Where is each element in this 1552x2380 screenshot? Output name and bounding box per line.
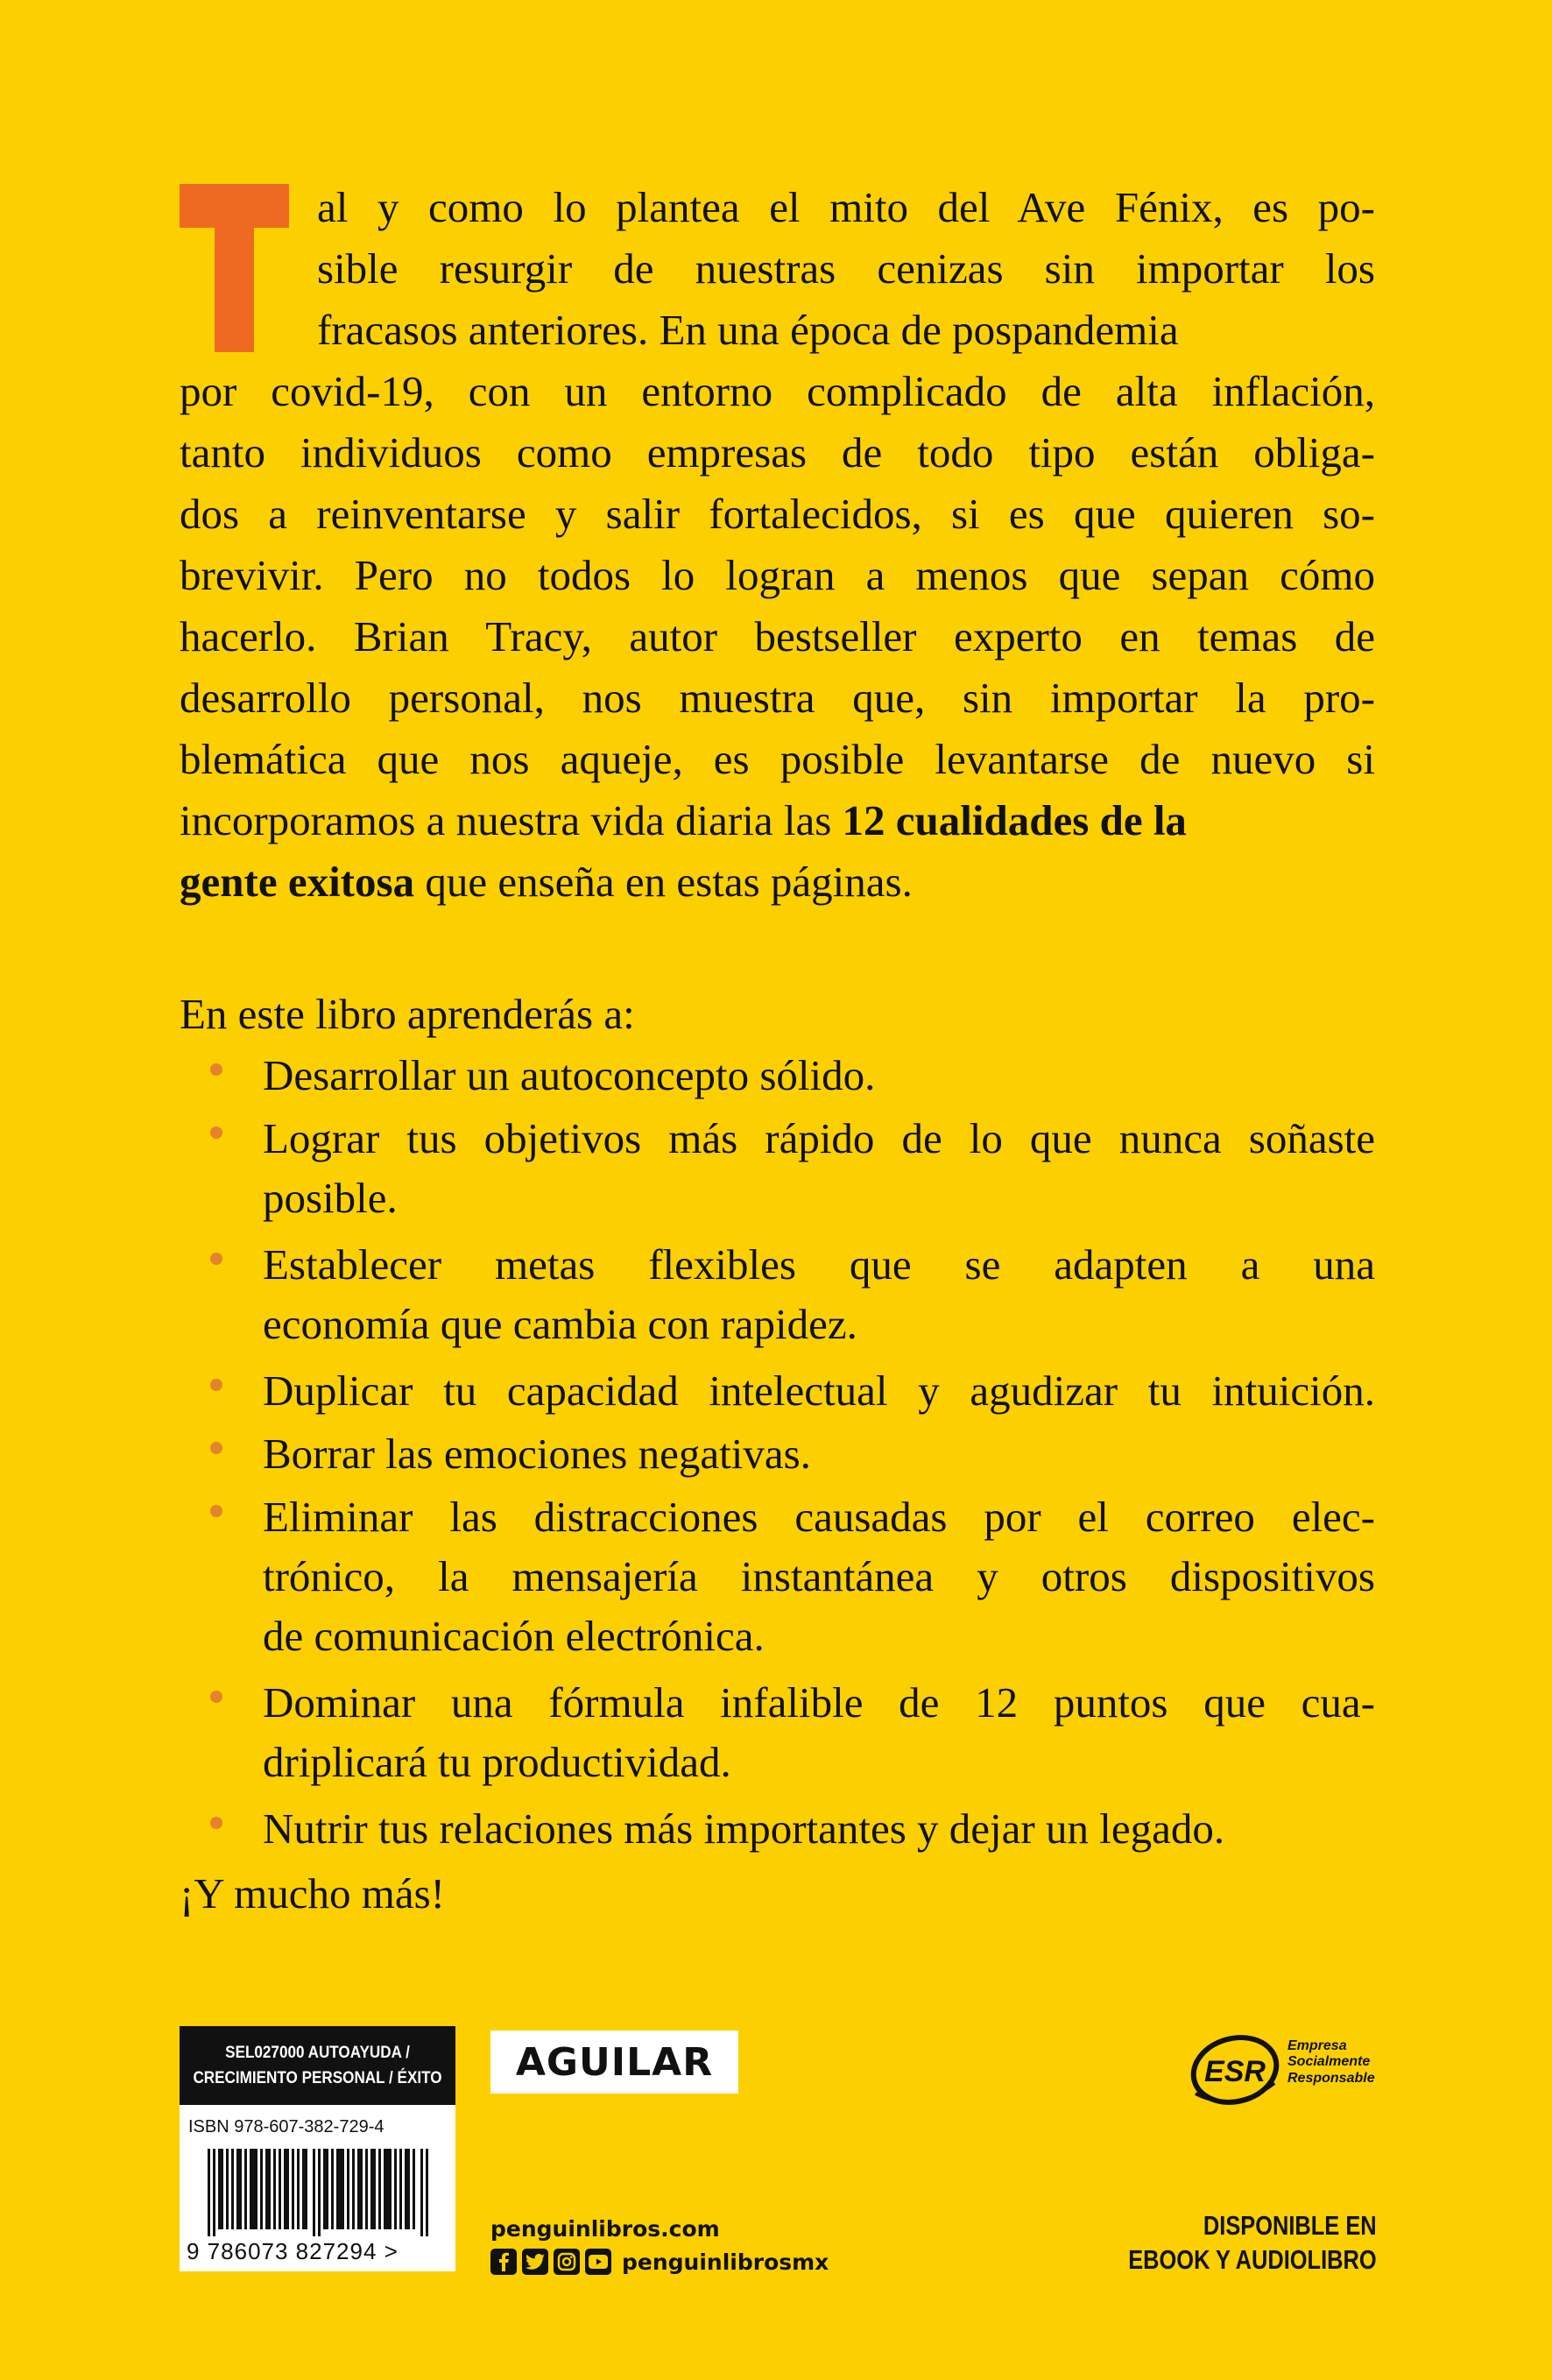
- instagram-icon[interactable]: [554, 2249, 580, 2275]
- list-item-2-cont: posible.: [263, 1174, 398, 1222]
- intro-line-9: desarrollo personal, nos muestra que, sin importar la pro-: [180, 676, 1375, 722]
- list-item-8: Nutrir tus relaciones más importantes y dejar un legado.: [263, 1804, 1225, 1853]
- isbn-barcode: [180, 2105, 455, 2271]
- intro-line-5: tanto individuos como empresas de todo tipo están obliga-: [180, 431, 1375, 477]
- barcode-icon: [208, 2149, 431, 2236]
- list-item-1: Desarrollar un autoconcepto sólido.: [263, 1051, 876, 1099]
- list-item-6: Eliminar las distracciones causadas por el correo elec-: [263, 1495, 1375, 1541]
- youtube-icon[interactable]: [585, 2249, 611, 2275]
- bullet-icon: [210, 1691, 222, 1703]
- list-item-4: Duplicar tu capacidad intelectual y agudizar tu intuición.: [263, 1369, 1375, 1415]
- intro-line-8: hacerlo. Brian Tracy, autor bestseller experto en temas de: [180, 615, 1375, 660]
- barcode-digits: 9 786073 827294 >: [187, 2238, 399, 2264]
- intro-line-11: incorporamos a nuestra vida diaria las 12 cualidades de la: [180, 796, 1187, 844]
- list-item-6-cont2: de comunicación electrónica.: [263, 1612, 765, 1660]
- closing-text: ¡Y mucho más!: [180, 1869, 445, 1917]
- bullet-icon: [210, 1253, 222, 1265]
- drop-cap-letter: [180, 184, 289, 352]
- list-item-7: Dominar una fórmula infalible de 12 puntos que cua-: [263, 1681, 1375, 1727]
- intro-line-10: blemática que nos aqueje, es posible levantarse de nuevo si: [180, 738, 1375, 783]
- bullet-icon: [210, 1063, 222, 1076]
- availability-note: DISPONIBLE EN EBOOK Y AUDIOLIBRO: [1128, 2210, 1377, 2275]
- bullet-icon: [210, 1442, 222, 1454]
- list-item-6-cont: trónico, la mensajería instantánea y otros dispositivos: [263, 1555, 1375, 1600]
- list-item-3: Establecer metas flexibles que se adapten a una: [263, 1243, 1375, 1289]
- bullet-icon: [210, 1379, 222, 1391]
- list-heading: En este libro aprenderás a:: [180, 990, 635, 1038]
- svg-text:ESR: ESR: [1204, 2055, 1266, 2088]
- twitter-icon[interactable]: [522, 2249, 548, 2275]
- intro-line-3: fracasos anteriores. En una época de pospandemia: [317, 306, 1179, 354]
- highlight-text: 12 cualidades de la: [842, 796, 1187, 844]
- intro-line-2: sible resurgir de nuestras cenizas sin importar los: [317, 247, 1375, 293]
- list-item-7-cont: driplicará tu productividad.: [263, 1738, 731, 1786]
- intro-line-6: dos a reinventarse y salir fortalecidos, si es que quieren so-: [180, 492, 1375, 538]
- list-item-2: Lograr tus objetivos más rápido de lo que nunca soñaste: [263, 1117, 1375, 1162]
- intro-line-7: brevivir. Pero no todos lo logran a menos que sepan cómo: [180, 554, 1375, 599]
- drop-cap-stem: [215, 184, 254, 352]
- intro-line-12: gente exitosa que enseña en estas páginas.: [180, 858, 913, 906]
- category-label: SEL027000 AUTOAYUDA / CRECIMIENTO PERSONAL / ÉXITO: [180, 2026, 455, 2105]
- esr-caption: Empresa Socialmente Responsable: [1287, 2038, 1375, 2086]
- publisher-logo: AGUILAR: [490, 2030, 738, 2094]
- isbn-number: ISBN 978-607-382-729-4: [188, 2117, 384, 2136]
- website-link[interactable]: penguinlibros.com: [490, 2216, 720, 2242]
- intro-line-4: por covid-19, con un entorno complicado de alta inflación,: [180, 370, 1375, 415]
- list-item-5: Borrar las emociones negativas.: [263, 1430, 811, 1478]
- list-item-3-cont: economía que cambia con rapidez.: [263, 1300, 857, 1348]
- social-handle[interactable]: penguinlibrosmx: [622, 2249, 829, 2275]
- bullet-icon: [210, 1817, 222, 1829]
- bullet-icon: [210, 1126, 222, 1139]
- facebook-icon[interactable]: [490, 2249, 517, 2275]
- highlight-text: gente exitosa: [180, 858, 415, 906]
- intro-line-1: al y como lo plantea el mito del Ave Fénix, es po-: [317, 186, 1375, 231]
- bullet-icon: [210, 1505, 222, 1517]
- social-links: [490, 2249, 829, 2275]
